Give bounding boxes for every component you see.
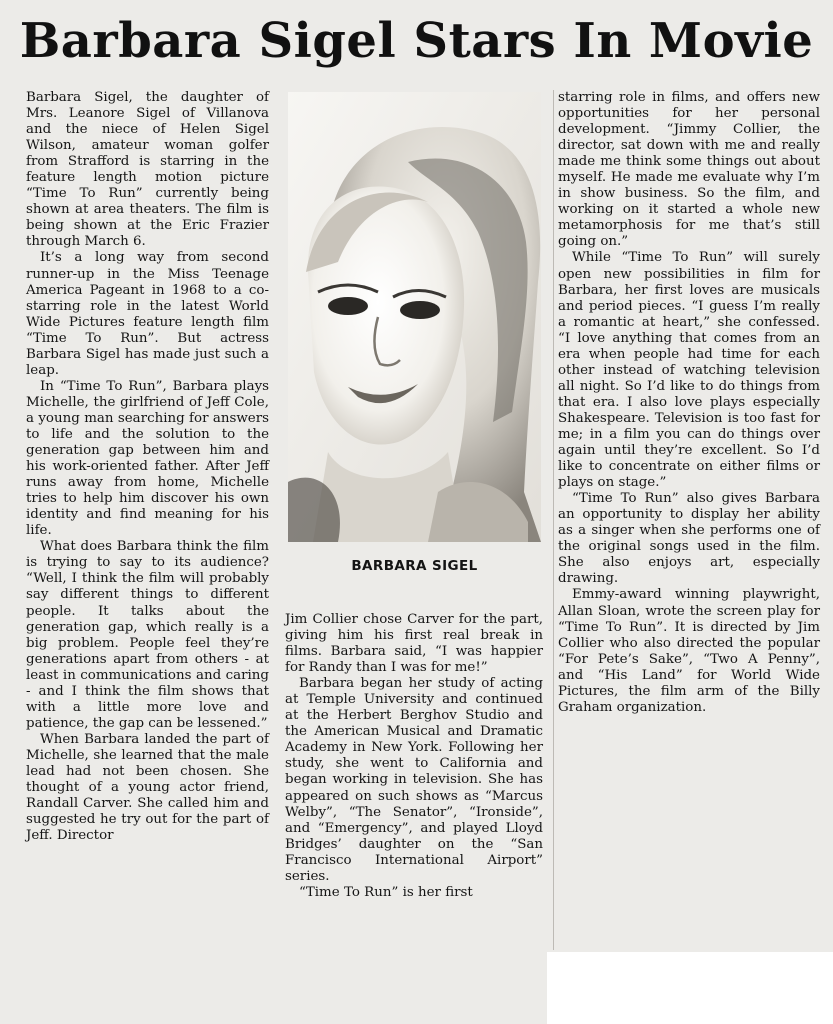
paragraph: In “Time To Run”, Barbara plays Michelle, the girlfriend of Jeff Cole, a young man searching for answers to life and the solution to the generation gap between him and his work-oriented father. After Jeff runs away from home, Michelle tries to help him discover his own identity and find meaning for his life. <box>26 378 269 539</box>
paragraph: Jim Collier chose Carver for the part, giving him his first real break in films. Barbara said, “I was happier for Randy than I was for me!” <box>285 612 543 676</box>
paragraph: “Time To Run” also gives Barbara an opportunity to display her ability as a singer when she performs one of the original songs used in the film. She also enjoys art, especially drawing. <box>558 491 820 587</box>
paragraph: When Barbara landed the part of Michelle, she learned that the male lead had not been chosen. She thought of a young actor friend, Randall Carver. She called him and suggested he try out for the part of Jeff. Director <box>26 731 269 844</box>
paragraph: starring role in films, and offers new opportunities for her personal development. “Jimmy Collier, the director, sat down with me and really made me think some things out about myself. He made me evaluate why I’m in show business. So the film, and working on it started a whole new metamorphosis for me that’s still going on.” <box>558 90 820 250</box>
photo-caption: BARBARA SIGEL <box>351 558 478 574</box>
paragraph: Barbara Sigel, the daughter of Mrs. Leanore Sigel of Villanova and the niece of Helen Sigel Wilson, amateur woman golfer from Strafford is starring in the feature length motion picture “Time To Run” currently being shown at area theaters. The film is being shown at the Eric Frazier through March 6. <box>26 90 269 250</box>
paragraph: Barbara began her study of acting at Temple University and continued at the Herbert Berghov Studio and the American Musical and Dramatic Academy in New York. Following her study, she went to California and began working in television. She has appeared on such shows as “Marcus Welby”, “The Senator”, “Ironside”, and “Emergency”, and played Lloyd Bridges’ daughter on the “San Francisco International Airport” series. <box>285 676 543 884</box>
column-divider <box>553 90 554 950</box>
headline: Barbara Sigel Stars In Movie <box>19 13 814 69</box>
paragraph: It’s a long way from second runner-up in the Miss Teenage America Pageant in 1968 to a co-starring role in the latest World Wide Pictures feature length film “Time To Run”. But actress Barbara Sigel has made just such a leap. <box>26 250 269 378</box>
article-column-2 <box>285 612 543 1002</box>
paragraph: What does Barbara think the film is trying to say to its audience? “Well, I think the film will probably say different things to different people. It talks about the generation gap, which really is a big problem. People feel they’re generations apart from others - at least in communications and caring - and I think the film shows that with a little more love and patience, the gap can be lessened.” <box>26 539 269 731</box>
article-column-3 <box>558 90 820 950</box>
portrait-illustration <box>288 92 541 542</box>
paragraph: While “Time To Run” will surely open new possibilities in film for Barbara, her first loves are musicals and period pieces. “I guess I’m really a romantic at heart,” she confessed. “I love anything that comes from an era when people had time for each other instead of watching television all night. So I’d like to do things from that era. I also love plays especially Shakespeare. Television is too fast for me; in a film you can do things over again until they’re excellent. So I’d like to concentrate on either films or plays on stage.” <box>558 250 820 491</box>
portrait-photo <box>288 92 541 542</box>
article-column-1 <box>26 90 269 1000</box>
blank-margin <box>547 952 833 1024</box>
paragraph: Emmy-award winning playwright, Allan Sloan, wrote the screen play for “Time To Run”. It is directed by Jim Collier who also directed the popular “For Pete’s Sake”, “Two A Penny”, and “His Land” for World Wide Pictures, the film arm of the Billy Graham organization. <box>558 587 820 715</box>
paragraph: “Time To Run” is her first <box>299 884 473 900</box>
